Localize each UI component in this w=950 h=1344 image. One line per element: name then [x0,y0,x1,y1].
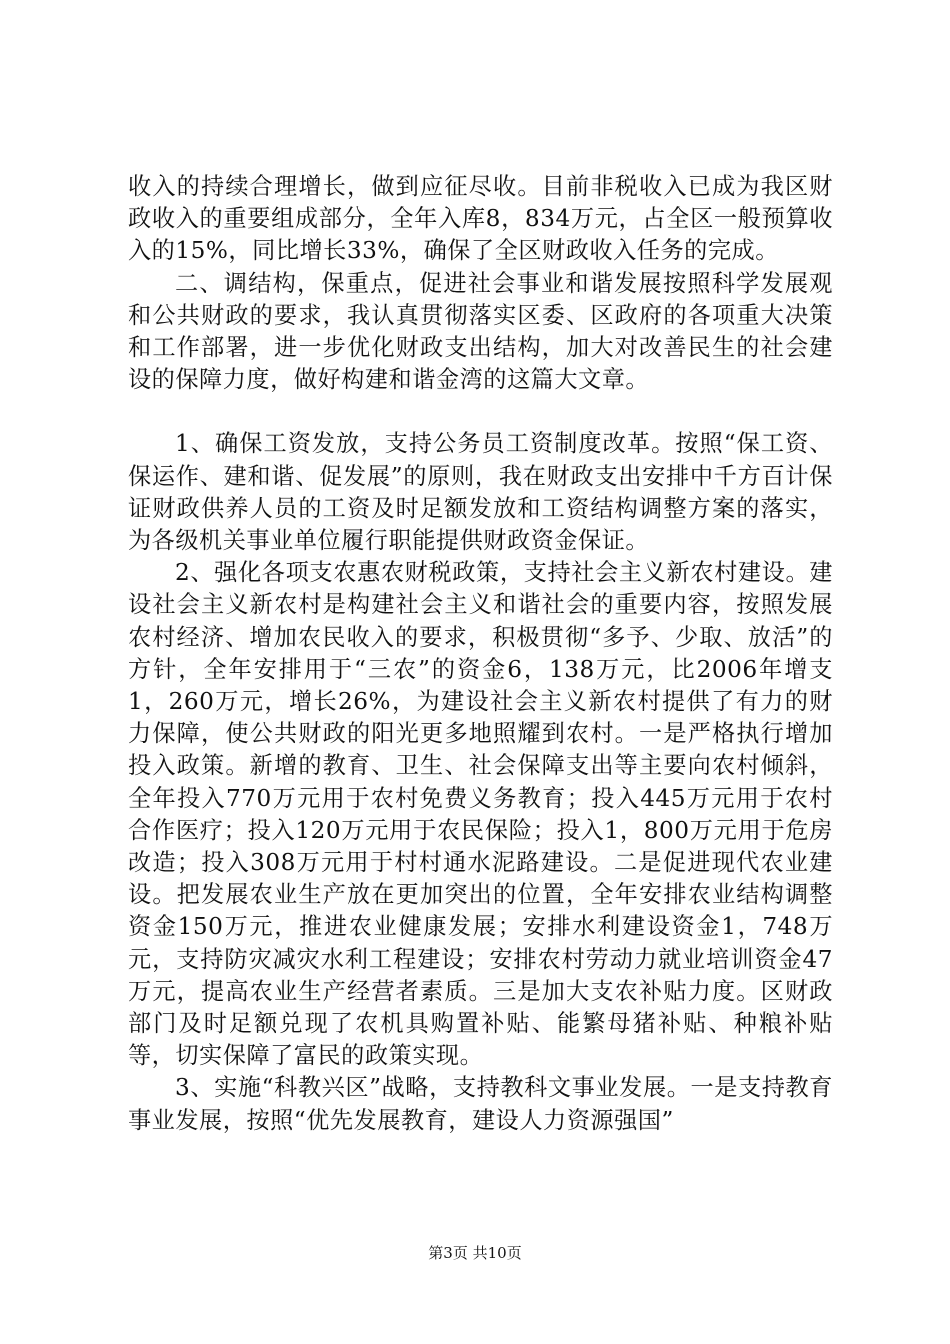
paragraph-item-1-wages: 1、确保工资发放，支持公务员工资制度改革。按照“保工资、保运作、建和谐、促发展”的原则，我在财政支出安排中千方百计保证财政供养人员的工资及时足额发放和工资结构调整方案的落实，为各级机关事业单位履行职能提供财政资金保证。 [128,430,833,555]
paragraph-nontax-revenue: 收入的持续合理增长，做到应征尽收。目前非税收入已成为我区财政收入的重要组成部分，全年入库8，834万元，占全区一般预算收入的15%，同比增长33%，确保了全区财政收入任务的完成。 [128,173,833,265]
paragraph-section-two-heading: 二、调结构，保重点，促进社会事业和谐发展按照科学发展观和公共财政的要求，我认真贯彻落实区委、区政府的各项重大决策和工作部署，进一步优化财政支出结构，加大对改善民生的社会建设的保障力度，做好构建和谐金湾的这篇大文章。 [128,269,833,394]
document-body [128,171,833,1137]
paragraph-item-2-agriculture: 2、强化各项支农惠农财税政策，支持社会主义新农村建设。建设社会主义新农村是构建社会主义和谐社会的重要内容，按照发展农村经济、增加农民收入的要求，积极贯彻“多予、少取、放活”的方针，全年安排用于“三农”的资金6，138万元，比2006年增支1，260万元，增长26%，为建设社会主义新农村提供了有力的财力保障，使公共财政的阳光更多地照耀到农村。一是严格执行增加投入政策。新增的教育、卫生、社会保障支出等主要向农村倾斜，全年投入770万元用于农村免费义务教育；投入445万元用于农村合作医疗；投入120万元用于农民保险；投入1，800万元用于危房改造；投入308万元用于村村通水泥路建设。二是促进现代农业建设。把发展农业生产放在更加突出的位置，全年安排农业结构调整资金150万元，推进农业健康发展；安排水利建设资金1，748万元，支持防灾减灾水利工程建设；安排农村劳动力就业培训资金47万元，提高农业生产经营者素质。三是加大支农补贴力度。区财政部门及时足额兑现了农机具购置补贴、能繁母猪补贴、种粮补贴等，切实保障了富民的政策实现。 [128,559,833,1070]
page-number-footer: 第3页 共10页 [428,1244,522,1262]
paragraph-spacer [128,396,833,428]
paragraph-item-3-education: 3、实施“科教兴区”战略，支持教科文事业发展。一是支持教育事业发展，按照“优先发展教育，建设人力资源强国” [128,1074,833,1134]
